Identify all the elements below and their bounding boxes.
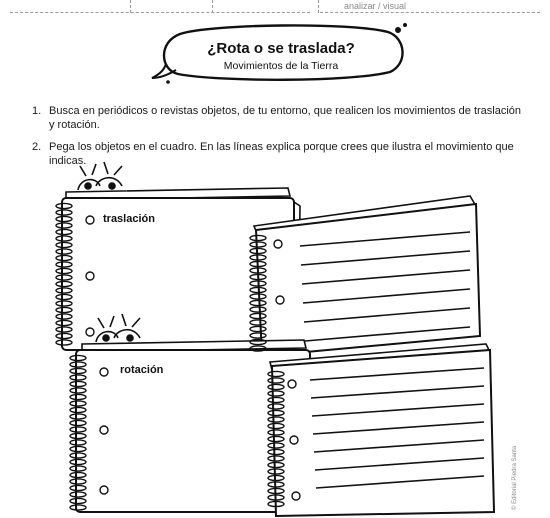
instruction-text: Busca en periódicos o revistas objetos, de tu entorno, que realicen los movimientos de traslación y rotación. [49, 105, 522, 131]
skill-tag: analizar / visual [344, 1, 407, 11]
page-subtitle: Movimientos de la Tierra [223, 60, 339, 72]
publisher-credit: © Editorial Piedra Santa [512, 445, 518, 510]
notebook-label-traslacion: traslación [103, 213, 155, 225]
instruction-text: Pega los objetos en el cuadro. En las líneas explica porque crees que ilustra el movimiento que indicas. [49, 141, 514, 167]
notebook-label-rotacion: rotación [120, 364, 164, 376]
instruction-number: 2. [32, 141, 42, 153]
instruction-number: 1. [32, 105, 42, 117]
page-title: ¿Rota o se traslada? [207, 40, 355, 57]
